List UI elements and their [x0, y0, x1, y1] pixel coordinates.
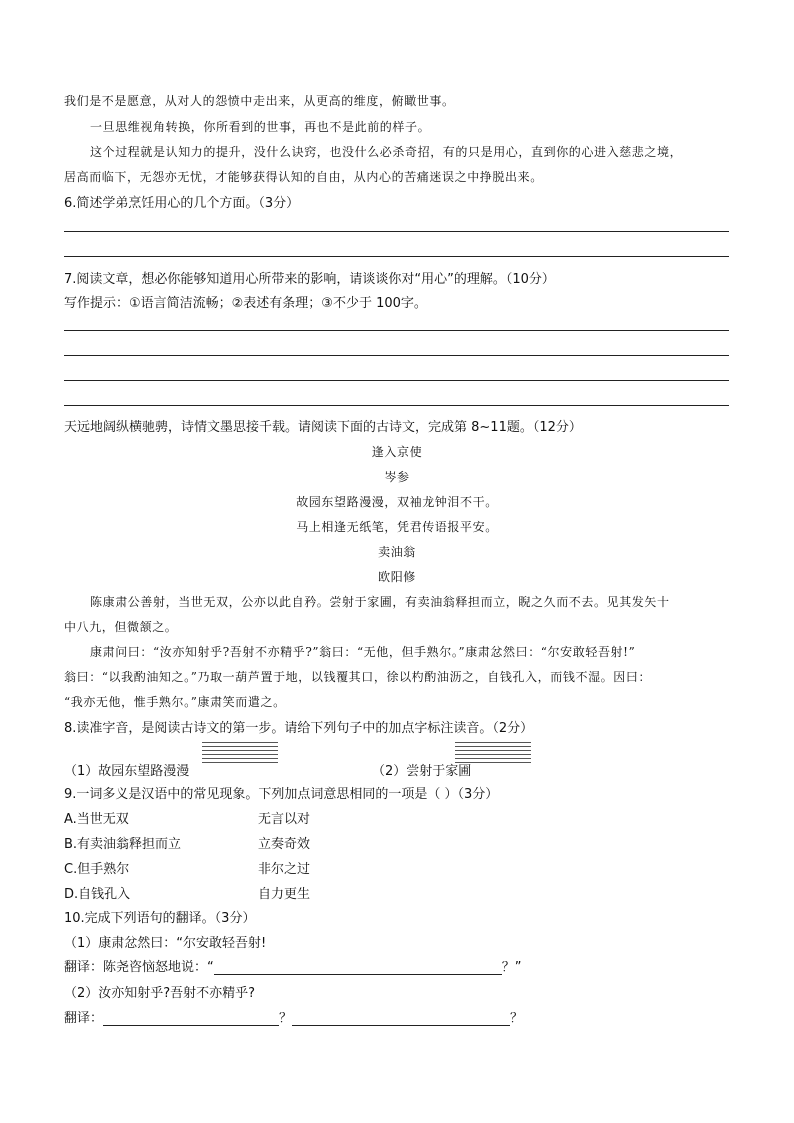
answer-line[interactable]: [64, 231, 729, 232]
q8-item-1: （1）故园东望路漫漫: [64, 764, 190, 779]
option-d-compare: 自力更生: [258, 887, 311, 902]
writing-hint: 写作提示：①语言简洁流畅；②表述有条理；③不少于 100字。: [64, 296, 427, 311]
section-intro: 天远地阔纵横驰骋，诗情文墨思接千载。请阅读下面的古诗文，完成第 8~11题。（12分）: [64, 420, 582, 435]
poem-line: 故园东望路漫漫，双袖龙钟泪不干。: [296, 495, 498, 509]
option-a-compare: 无言以对: [258, 812, 311, 827]
question-mark: ？: [510, 1011, 524, 1026]
pinyin-blank-1[interactable]: [202, 742, 278, 766]
translation-label: 翻译：: [64, 960, 104, 975]
answer-line[interactable]: [64, 256, 729, 257]
poem-title: 逢入京使: [371, 445, 423, 459]
prose-line: 中八九，但微颔之。: [64, 620, 178, 634]
answer-line[interactable]: [64, 380, 729, 381]
translation-blank-1[interactable]: [214, 960, 502, 975]
option-c-compare: 非尔之过: [258, 862, 311, 877]
question-6: 6.简述学弟烹饪用心的几个方面。（3分）: [64, 196, 300, 211]
poem-author: 岑参: [384, 470, 410, 484]
option-b-compare: 立奏奇效: [258, 837, 311, 852]
passage-line: 我们是不是愿意，从对人的怨愤中走出来，从更高的维度，俯瞰世事。: [64, 94, 455, 108]
translation-1: [64, 956, 522, 975]
poem-line: 马上相逢无纸笔，凭君传语报平安。: [296, 520, 498, 534]
prose-line: “我亦无他，惟手熟尔。”康肃笑而遣之。: [64, 695, 286, 709]
answer-line[interactable]: [64, 330, 729, 331]
option-a[interactable]: A.当世无双: [64, 812, 129, 827]
passage-line: 居高而临下，无怨亦无忧，才能够获得认知的自由，从内心的苦痛迷误之中挣脱出来。: [64, 170, 543, 184]
passage-line: 一旦思维视角转换，你所看到的世事，再也不是此前的样子。: [90, 120, 431, 134]
prose-line: 康肃问曰：“汝亦知射乎?吾射不亦精乎?”翁曰：“无他，但手熟尔。”康肃忿然曰：“尔安敢轻吾射!”: [90, 645, 636, 659]
option-d[interactable]: D.自钱孔入: [64, 887, 131, 902]
prose-title: 卖油翁: [378, 545, 416, 559]
q8-item-2: （2）尝射于家圃: [372, 764, 472, 779]
translation-prefix: 陈尧咨恼怒地说：“: [103, 960, 214, 975]
prose-line: 翁曰：“以我酌油知之。”乃取一葫芦置于地，以钱覆其口，徐以杓酌油沥之，自钱孔入，而钱不湿。因曰：: [64, 670, 652, 684]
answer-line[interactable]: [64, 355, 729, 356]
prose-author: 欧阳修: [378, 570, 416, 584]
question-mark: ？: [279, 1011, 293, 1026]
translation-blank-2b[interactable]: [292, 1011, 510, 1026]
question-9: 9.一词多义是汉语中的常见现象。下列加点词意思相同的一项是（ ）（3分）: [64, 787, 499, 802]
prose-line: 陈康肃公善射，当世无双，公亦以此自矜。尝射于家圃，有卖油翁释担而立，睨之久而不去。见其发矢十: [90, 595, 670, 609]
translation-2: [64, 1007, 523, 1026]
question-7: 7.阅读文章，想必你能够知道用心所带来的影响，请谈谈你对“用心”的理解。（10分）: [64, 272, 555, 287]
translation-blank-2a[interactable]: [103, 1011, 279, 1026]
translation-suffix: ？”: [501, 960, 522, 975]
passage-line: 这个过程就是认知力的提升，没什么诀窍，也没什么必杀奇招，有的只是用心，直到你的心进入慈悲之境，: [90, 145, 683, 159]
translation-label: 翻译：: [64, 1011, 104, 1026]
q10-item-2: （2）汝亦知射乎?吾射不亦精乎?: [64, 986, 256, 1001]
q10-item-1: （1）康肃忿然曰：“尔安敢轻吾射!: [64, 936, 267, 951]
answer-line[interactable]: [64, 405, 729, 406]
option-b[interactable]: B.有卖油翁释担而立: [64, 837, 182, 852]
question-10: 10.完成下列语句的翻译。（3分）: [64, 911, 256, 926]
option-c[interactable]: C.但手熟尔: [64, 862, 130, 877]
question-8: 8.读准字音，是阅读古诗文的第一步。请给下列句子中的加点字标注读音。（2分）: [64, 721, 534, 736]
